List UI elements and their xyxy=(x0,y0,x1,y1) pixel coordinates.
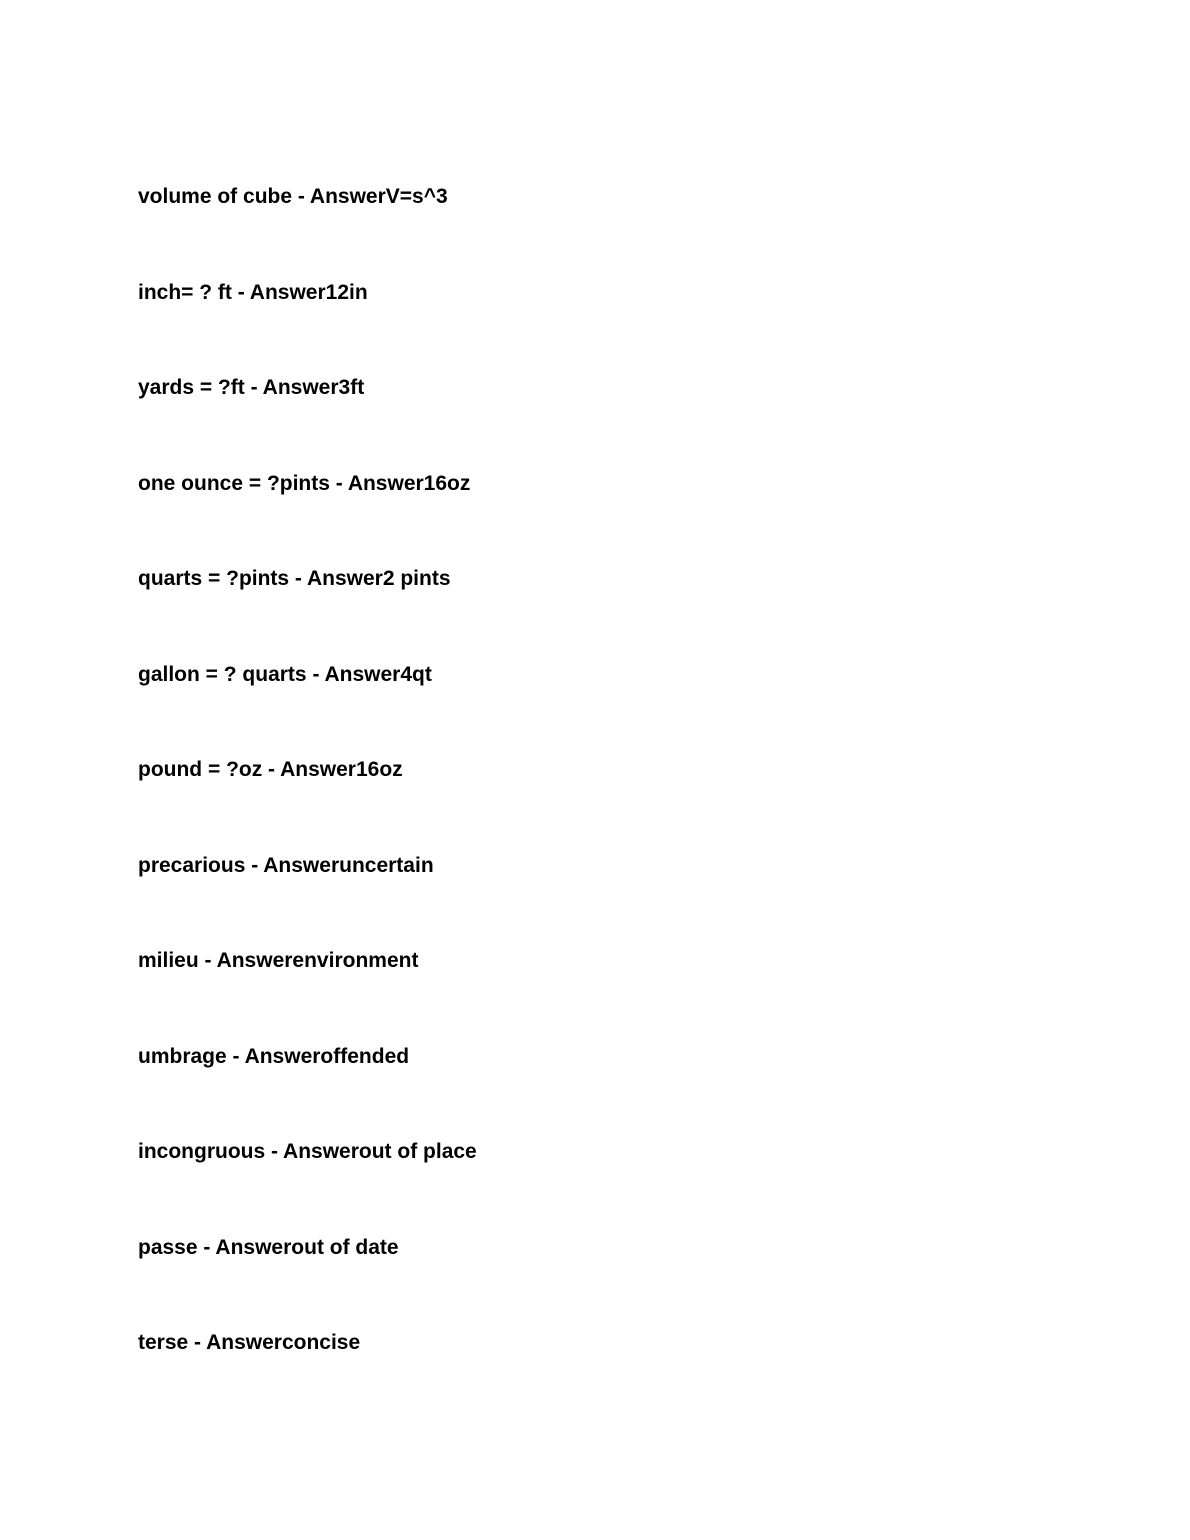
flashcard-line: quarts = ?pints - Answer2 pints xyxy=(138,567,451,590)
flashcard-line: incongruous - Answerout of place xyxy=(138,1140,477,1163)
flashcard-line: pound = ?oz - Answer16oz xyxy=(138,758,403,781)
flashcard-list xyxy=(138,184,477,1426)
flashcard-line: yards = ?ft - Answer3ft xyxy=(138,376,365,399)
flashcard-line: passe - Answerout of date xyxy=(138,1235,399,1259)
flashcard-line: milieu - Answerenvironment xyxy=(138,949,419,972)
flashcard-line: gallon = ? quarts - Answer4qt xyxy=(138,662,432,686)
flashcard-line: umbrage - Answeroffended xyxy=(138,1044,410,1068)
flashcard-line: inch= ? ft - Answer12in xyxy=(138,280,368,304)
flashcard-line: precarious - Answeruncertain xyxy=(138,853,434,877)
flashcard-line: one ounce = ?pints - Answer16oz xyxy=(138,471,471,495)
flashcard-line: terse - Answerconcise xyxy=(138,1331,361,1354)
flashcard-line: volume of cube - AnswerV=s^3 xyxy=(138,185,448,208)
